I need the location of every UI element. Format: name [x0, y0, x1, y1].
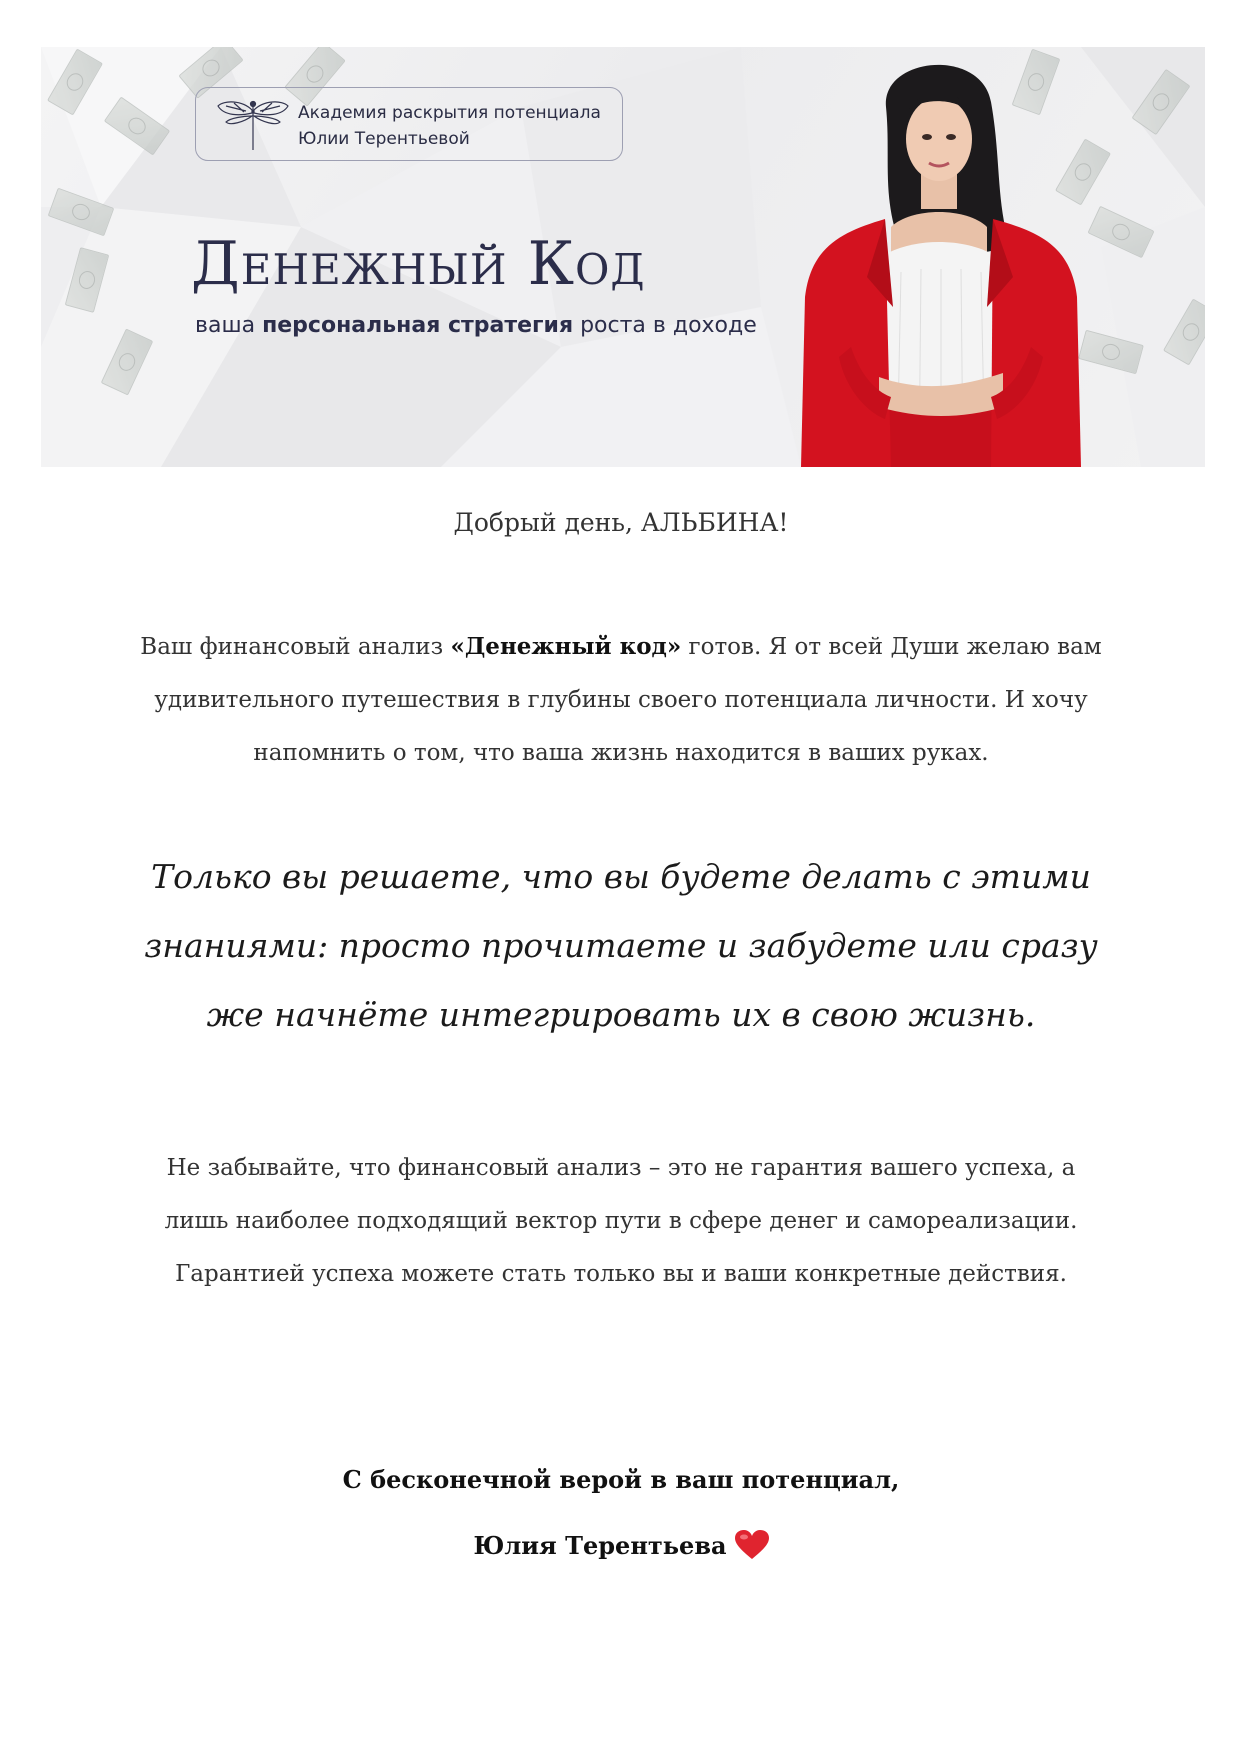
logo-line-1: Академия раскрытия потенциала: [298, 103, 601, 123]
intro-paragraph: [140, 620, 1102, 780]
signature: [0, 1528, 1242, 1564]
author-portrait: [781, 47, 1101, 467]
header-banner: [41, 47, 1205, 467]
subtitle-bold: персональная стратегия: [262, 313, 574, 338]
italic-quote: Только вы решаете, что вы будете делать с этими знаниями: просто прочитаете и забудете или сразу же начнёте интегрировать их в свою жизнь.: [144, 857, 1098, 1034]
academy-logo: [195, 87, 623, 161]
greeting: Добрый день, АЛЬБИНА!: [453, 508, 789, 537]
banner-title: Денежный Код: [191, 229, 646, 299]
product-name: «Денежный код»: [450, 633, 682, 660]
heart-icon: [735, 1530, 769, 1560]
logo-line-2: Юлии Терентьевой: [298, 129, 470, 149]
closing-line: С бесконечной верой в ваш потенциал,: [342, 1465, 900, 1494]
intro-text-start: Ваш финансовый анализ: [140, 634, 451, 660]
logo-text: [298, 100, 618, 152]
subtitle-pre: ваша: [195, 313, 263, 338]
intro-text-end: готов. Я от всей Души желаю вам удивительного путешествия в глубины своего потенциала личности. И хочу напомнить о том, что ваша жизнь находится в ваших руках.: [154, 634, 1102, 766]
signature-name: Юлия Терентьева: [473, 1531, 727, 1560]
subtitle-post: роста в доходе: [573, 313, 757, 338]
banner-subtitle: [195, 312, 757, 340]
dragonfly-icon: [216, 96, 290, 154]
disclaimer-paragraph: Не забывайте, что финансовый анализ – это не гарантия вашего успеха, а лишь наиболее подходящий вектор пути в сфере денег и самореализации. Гарантией успеха можете стать только вы и ваши конкретные действия.: [164, 1155, 1078, 1287]
